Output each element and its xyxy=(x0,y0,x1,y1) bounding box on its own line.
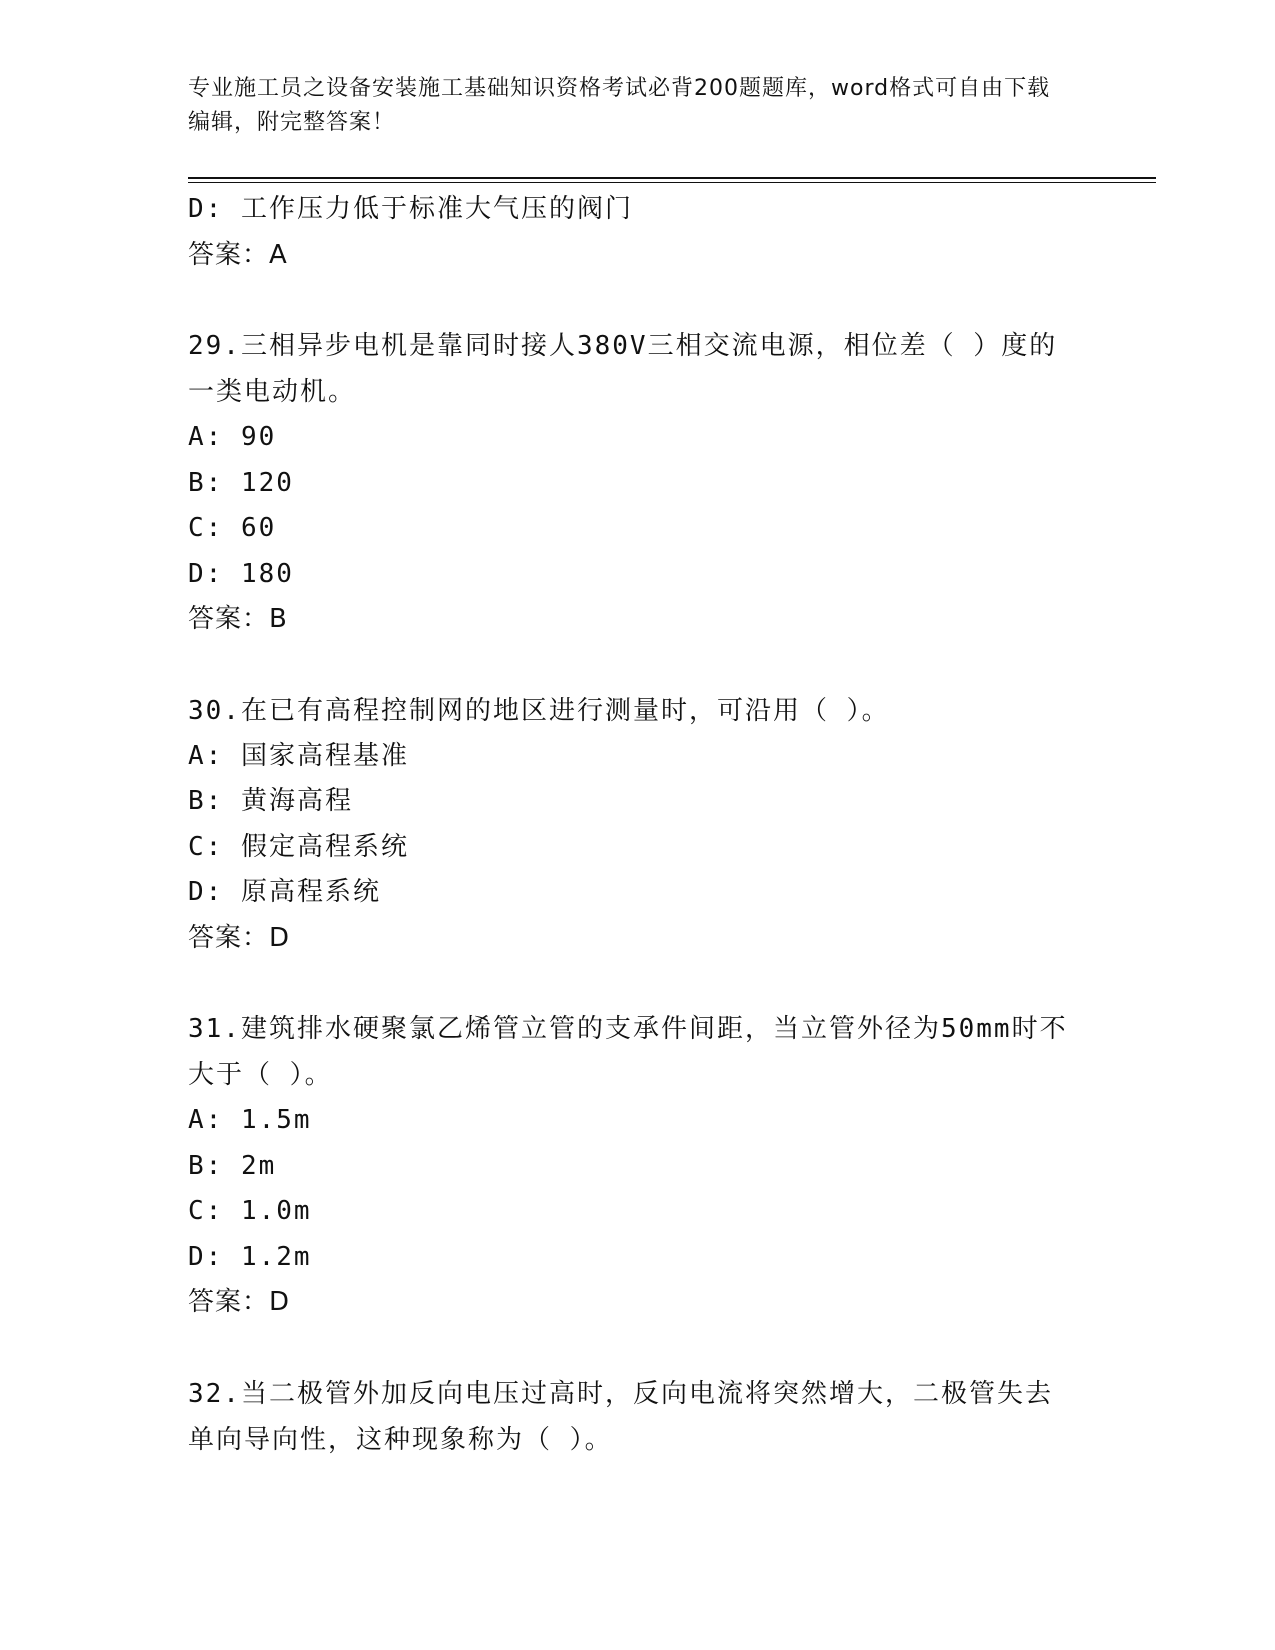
option-d: D: 180 xyxy=(188,558,294,589)
option-b: B: 2m xyxy=(188,1150,277,1181)
option-c: C: 1.0m xyxy=(188,1196,312,1226)
option-d: D: 工作压力低于标准大气压的阀门 xyxy=(188,194,633,224)
option-c: C: 60 xyxy=(188,513,277,543)
question-text: 31.建筑排水硬聚氯乙烯管立管的支承件间距，当立管外径为50mm时不大于（ ）。 xyxy=(188,1014,1068,1090)
header-rule-thin xyxy=(188,182,1156,183)
option-a: A: 90 xyxy=(188,422,277,452)
header-rule-thick xyxy=(188,177,1156,179)
question-32 xyxy=(188,1371,1088,1463)
question-31 xyxy=(188,1006,1088,1326)
answer-line: 答案：D xyxy=(188,922,291,953)
question-content xyxy=(188,187,1088,1463)
question-29 xyxy=(188,323,1088,643)
question-text: 29.三相异步电机是靠同时接人380V三相交流电源，相位差（ ）度的一类电动机。 xyxy=(188,331,1058,407)
option-c: C: 假定高程系统 xyxy=(188,831,409,862)
question-text: 32.当二极管外加反向电压过高时，反向电流将突然增大，二极管失去单向导向性，这种现象称为（ ）。 xyxy=(188,1378,1053,1455)
document-header: 专业施工员之设备安装施工基础知识资格考试必背200题题库，word格式可自由下载编辑，附完整答案！ xyxy=(188,76,1051,135)
answer-line: 答案：A xyxy=(188,239,288,270)
answer-line: 答案：D xyxy=(188,1287,291,1317)
option-a: A: 国家高程基准 xyxy=(188,740,409,771)
option-a: A: 1.5m xyxy=(188,1105,312,1135)
option-d: D: 1.2m xyxy=(188,1241,312,1272)
option-b: B: 黄海高程 xyxy=(188,786,353,816)
answer-line: 答案：B xyxy=(188,604,288,634)
option-b: B: 120 xyxy=(188,467,294,498)
option-d: D: 原高程系统 xyxy=(188,877,381,907)
question-text: 30.在已有高程控制网的地区进行测量时，可沿用（ ）。 xyxy=(188,695,890,726)
question-30 xyxy=(188,688,1088,962)
